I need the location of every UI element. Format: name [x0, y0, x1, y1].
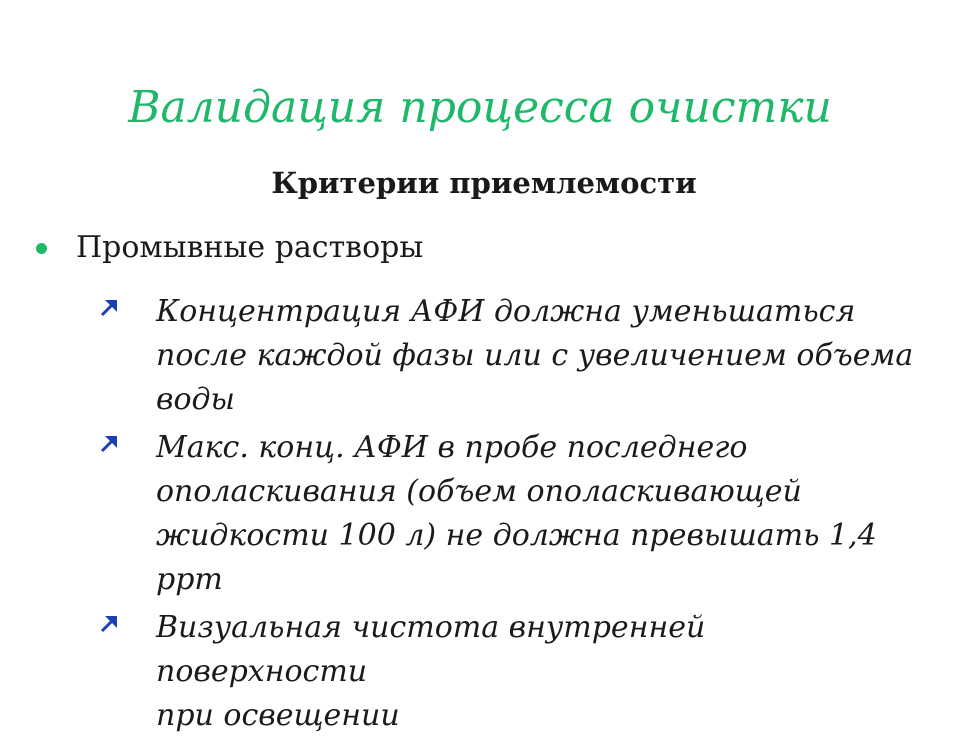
sub-list [98, 290, 938, 742]
arrow-up-right-icon [98, 606, 156, 650]
bullet-text: Промывные растворы [76, 230, 424, 265]
sub-item-line: Макс. конц. АФИ в пробе последнего [156, 430, 748, 465]
sub-item-line: Концентрация АФИ должна уменьшаться [156, 294, 856, 329]
sub-item-line: Визуальная чистота внутренней поверхности [156, 610, 706, 689]
sub-item-line: воды [156, 382, 235, 417]
sub-item-line: ополаскивания (объем ополаскивающей [156, 474, 802, 509]
sub-item-text [156, 426, 916, 602]
arrow-up-right-icon [98, 426, 156, 470]
sub-item-line: жидкости 100 л) не должна превышать 1,4 ppm [156, 518, 877, 597]
slide-title: Валидация процесса очистки [128, 82, 832, 133]
sub-item-line: при освещении [156, 698, 400, 733]
sub-item-text [156, 290, 916, 422]
bullet-item [36, 226, 423, 270]
sub-item-1 [98, 290, 938, 422]
slide-subtitle: Критерии приемлемости [271, 166, 697, 200]
arrow-up-right-icon [98, 290, 156, 334]
sub-item-line: после каждой фазы или с увеличением объема [156, 338, 914, 373]
sub-item-2 [98, 426, 938, 602]
sub-item-text [156, 606, 916, 738]
bullet-dot-icon [36, 243, 47, 254]
sub-item-3 [98, 606, 938, 738]
